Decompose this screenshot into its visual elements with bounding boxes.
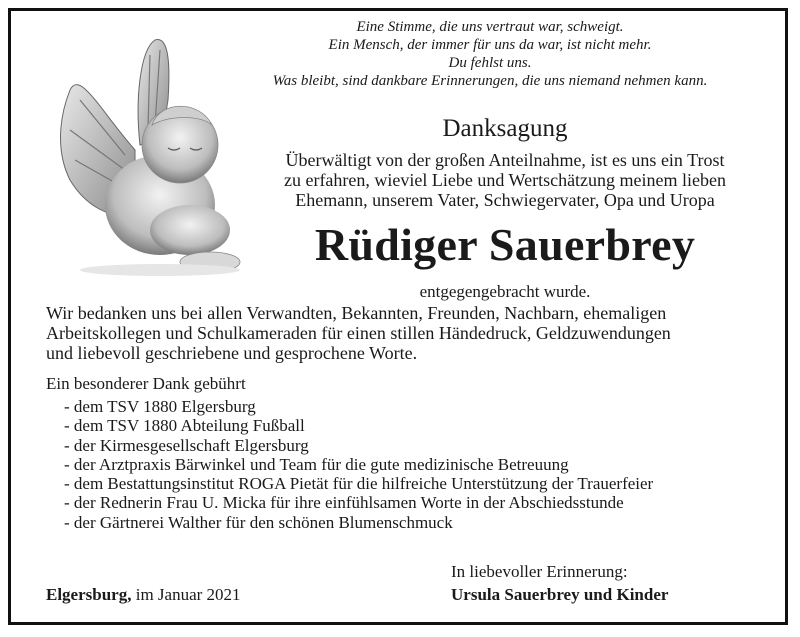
poem-line: Ein Mensch, der immer für uns da war, ist nicht mehr. (328, 37, 652, 53)
list-item: - der Gärtnerei Walther für den schönen Blumenschmuck (64, 512, 453, 532)
list-item: - der Kirmesgesellschaft Elgersburg (64, 435, 309, 455)
date: im Januar 2021 (131, 585, 241, 604)
poem-line: Du fehlst uns. (448, 55, 532, 71)
special-thanks-list (64, 397, 653, 532)
poem (210, 18, 770, 90)
special-thanks-heading: Ein besonderer Dank gebührt (46, 374, 246, 393)
thanks-paragraph (46, 303, 671, 363)
angel-image (40, 30, 250, 280)
intro-line: Überwältigt von der großen Anteilnahme, ist es uns ein Trost (285, 150, 725, 170)
thanks-line: Wir bedanken uns bei allen Verwandten, Bekannten, Freunden, Nachbarn, ehemaligen (46, 303, 667, 323)
thanks-line: und liebevoll geschriebene und gesprochene Worte. (46, 343, 418, 363)
title: Danksagung (442, 115, 568, 142)
list-item: - dem Bestattungsinstitut ROGA Pietät für die hilfreiche Unterstützung der Trauerfeier (64, 474, 654, 494)
thanks-line: Arbeitskollegen und Schulkameraden für einen stillen Händedruck, Geldzuwendungen (46, 323, 671, 343)
memory-line: In liebevoller Erinnerung: (451, 562, 628, 581)
list-item: - dem TSV 1880 Abteilung Fußball (64, 416, 305, 436)
signers: Ursula Sauerbrey und Kinder (451, 585, 669, 604)
intro-line: zu erfahren, wieviel Liebe und Wertschätzung meinem lieben (283, 170, 727, 190)
list-item: - der Arztpraxis Bärwinkel und Team für die gute medizinische Betreuung (64, 454, 569, 474)
list-item: - dem TSV 1880 Elgersburg (64, 397, 256, 416)
intro-text (230, 150, 780, 210)
intro-line: Ehemann, unserem Vater, Schwiegervater, Opa und Uropa (295, 190, 715, 210)
brought-line: entgegengebracht wurde. (419, 282, 591, 301)
place-date (46, 585, 241, 605)
poem-line: Was bleibt, sind dankbare Erinnerungen, die uns niemand nehmen kann. (272, 73, 708, 89)
place: Elgersburg, (46, 585, 132, 604)
poem-line: Eine Stimme, die uns vertraut war, schweigt. (356, 19, 624, 35)
list-item: - der Rednerin Frau U. Micka für ihre einfühlsamen Worte in der Abschiedsstunde (64, 493, 624, 513)
deceased-name: Rüdiger Sauerbrey (314, 219, 696, 270)
